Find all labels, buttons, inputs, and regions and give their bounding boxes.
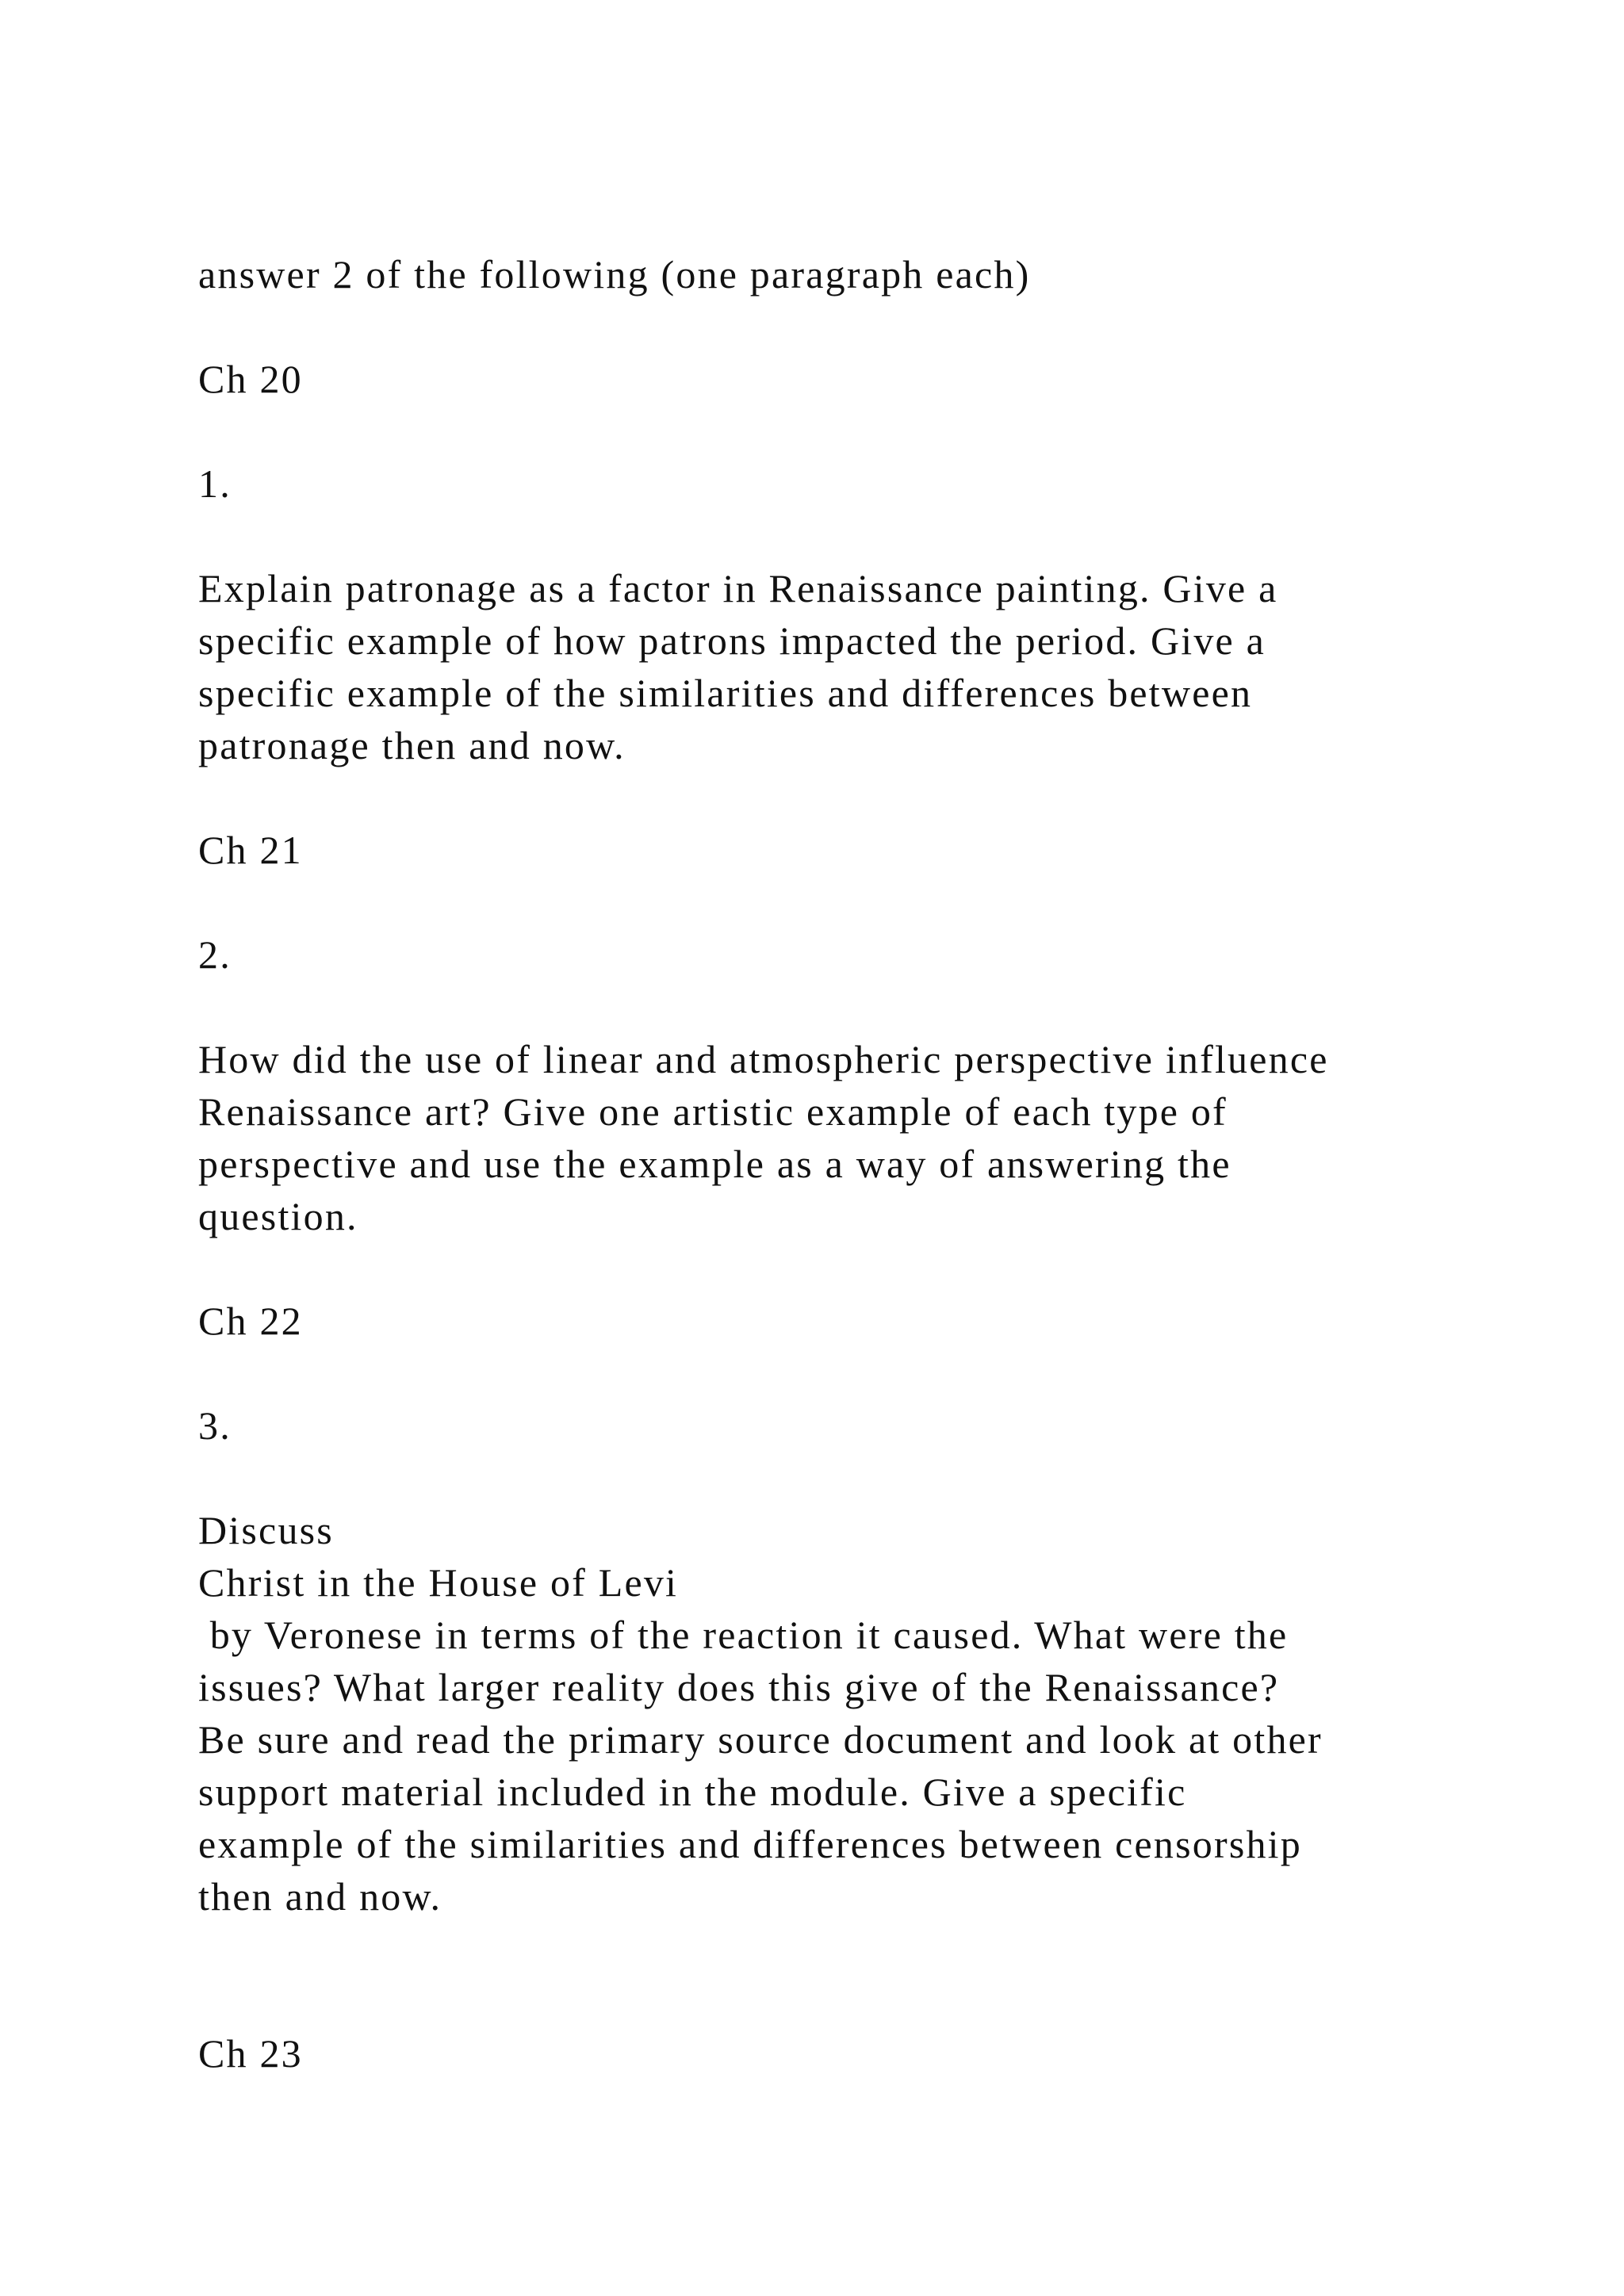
artwork-title: Christ in the House of Levi (198, 1560, 679, 1605)
question-number-3: 3. (198, 1403, 232, 1448)
chapter-heading-21: Ch 21 (198, 828, 303, 872)
question-number-1: 1. (198, 461, 232, 506)
question-3-line-1: Discuss (198, 1508, 334, 1552)
question-number-2: 2. (198, 932, 232, 977)
chapter-heading-22: Ch 22 (198, 1299, 303, 1343)
question-3-line-4: issues? What larger reality does this give of the Renaissance? (198, 1665, 1280, 1709)
question-2-line-1: How did the use of linear and atmospheric perspective influence (198, 1037, 1329, 1081)
question-3-line-6: support material included in the module. Give a specific (198, 1770, 1187, 1814)
question-3-line-7: example of the similarities and differences between censorship (198, 1822, 1302, 1866)
question-2-line-2: Renaissance art? Give one artistic example of each type of (198, 1089, 1228, 1134)
question-2-line-4: question. (198, 1194, 358, 1238)
question-3-line-3: by Veronese in terms of the reaction it caused. What were the (198, 1613, 1289, 1657)
question-1-line-1: Explain patronage as a factor in Renaissance painting. Give a (198, 566, 1278, 610)
question-1-line-3: specific example of the similarities and differences between (198, 671, 1253, 715)
instruction-text: answer 2 of the following (one paragraph each) (198, 252, 1031, 297)
question-3-line-5: Be sure and read the primary source document and look at other (198, 1717, 1323, 1762)
question-2-line-3: perspective and use the example as a way of answering the (198, 1142, 1231, 1186)
question-1-line-2: specific example of how patrons impacted the period. Give a (198, 618, 1266, 663)
chapter-heading-20: Ch 20 (198, 357, 303, 401)
question-3-line-8: then and now. (198, 1874, 442, 1919)
question-1-line-4: patronage then and now. (198, 723, 626, 767)
chapter-heading-23: Ch 23 (198, 2031, 303, 2076)
